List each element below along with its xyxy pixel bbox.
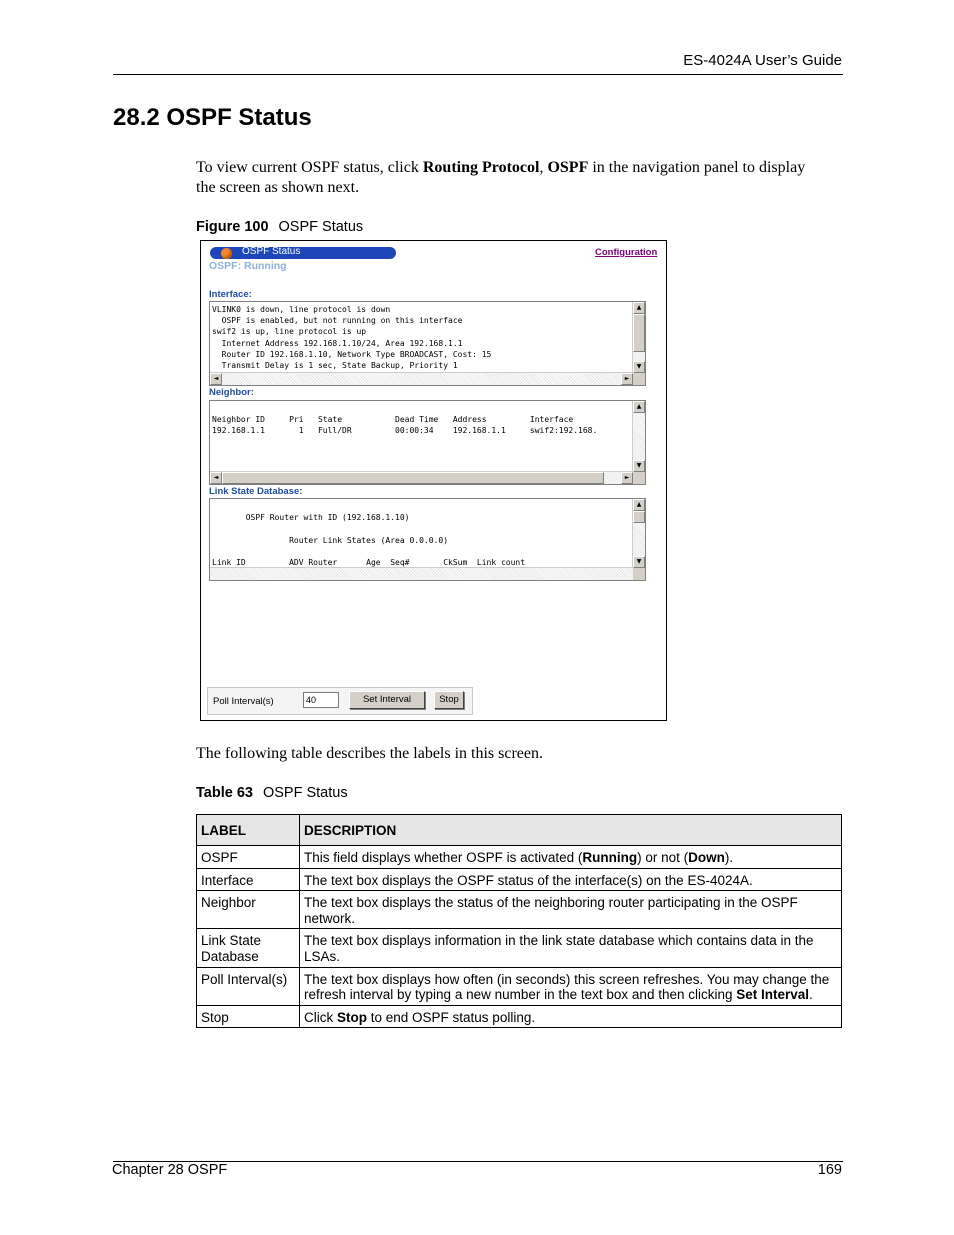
row-description: Click Stop to end OSPF status polling. <box>300 1005 842 1028</box>
neighbor-label: Neighbor: <box>209 387 254 398</box>
scroll-up-icon[interactable]: ▲ <box>633 302 645 314</box>
scroll-down-icon[interactable]: ▼ <box>633 460 645 472</box>
table-row <box>197 846 842 869</box>
set-interval-button[interactable]: Set Interval <box>349 691 425 709</box>
table-header-row <box>197 815 842 846</box>
link-state-database-textbox[interactable] <box>209 498 646 581</box>
table-body <box>197 846 842 1028</box>
horizontal-scrollbar[interactable] <box>210 471 633 484</box>
scroll-thumb[interactable] <box>633 314 645 352</box>
ospf-running-status: OSPF: Running <box>209 260 287 272</box>
scroll-up-icon[interactable]: ▲ <box>633 499 645 511</box>
row-label: Interface <box>197 868 300 891</box>
scroll-left-icon[interactable]: ◄ <box>210 373 222 385</box>
scroll-thumb[interactable] <box>222 472 604 484</box>
table-row <box>197 967 842 1005</box>
vertical-scrollbar[interactable] <box>632 401 645 472</box>
scroll-right-icon[interactable]: ► <box>621 472 633 484</box>
label-column-header: LABEL <box>197 815 300 846</box>
running-header: ES-4024A User’s Guide <box>683 52 842 69</box>
scroll-down-icon[interactable]: ▼ <box>633 361 645 373</box>
poll-interval-label: Poll Interval(s) <box>213 696 274 707</box>
poll-interval-input[interactable]: 40 <box>303 692 339 708</box>
row-label: Link State Database <box>197 929 300 967</box>
poll-interval-bar <box>207 687 473 715</box>
section-title: 28.2 OSPF Status <box>113 104 312 131</box>
link-state-database-text: OSPF Router with ID (192.168.1.10) Router Link States (Area 0.0.0.0) Link ID ADV Router Age Seq# CkSum Link count <box>212 513 526 568</box>
scroll-right-icon[interactable]: ► <box>621 373 633 385</box>
row-description: This field displays whether OSPF is activated (Running) or not (Down). <box>300 846 842 869</box>
row-description: The text box displays how often (in seconds) this screen refreshes. You may change the refresh interval by typing a new number in the text box and then clicking Set Interval. <box>300 967 842 1005</box>
row-label: Neighbor <box>197 891 300 929</box>
scroll-up-icon[interactable]: ▲ <box>633 401 645 413</box>
table-row <box>197 891 842 929</box>
interface-textbox[interactable] <box>209 301 646 386</box>
header-rule <box>113 74 843 75</box>
scroll-corner <box>633 568 645 580</box>
row-label: Stop <box>197 1005 300 1028</box>
link-state-database-label: Link State Database: <box>209 486 303 497</box>
horizontal-scrollbar[interactable] <box>210 567 633 580</box>
interface-text: VLINK0 is down, line protocol is down OSPF is enabled, but not running on this interface swif2 is up, line protocol is up Internet Address 192.168.1.10/24, Area 192.168.1.1 Router ID 192.168.1.10, Network Type BROADCAST, Cost: 15 Transmit Delay is 1 sec, State Backup, Priority 1 <box>212 305 492 371</box>
scroll-corner <box>633 373 645 385</box>
scroll-down-icon[interactable]: ▼ <box>633 556 645 568</box>
neighbor-textbox[interactable] <box>209 400 646 485</box>
vertical-scrollbar[interactable] <box>632 499 645 568</box>
scroll-thumb[interactable] <box>633 511 645 523</box>
table-caption: Table 63 OSPF Status <box>196 785 348 801</box>
table-row <box>197 929 842 967</box>
row-description: The text box displays information in the link state database which contains data in the LSAs. <box>300 929 842 967</box>
description-column-header: DESCRIPTION <box>300 815 842 846</box>
scroll-left-icon[interactable]: ◄ <box>210 472 222 484</box>
row-label: OSPF <box>197 846 300 869</box>
ospf-status-screenshot <box>200 240 667 721</box>
row-label: Poll Interval(s) <box>197 967 300 1005</box>
ospf-status-table <box>196 814 842 1028</box>
intro-paragraph: To view current OSPF status, click Routing Protocol, OSPF in the navigation panel to display the screen as shown next. <box>196 159 806 196</box>
row-description: The text box displays the OSPF status of the interface(s) on the ES-4024A. <box>300 868 842 891</box>
ospf-status-tab[interactable] <box>210 247 396 259</box>
neighbor-text: Neighbor ID Pri State Dead Time Address Interface 192.168.1.1 1 Full/DR 00:00:34 192.168.1.1 swif2:192.168. <box>212 415 598 436</box>
tab-label: OSPF Status <box>242 246 301 257</box>
horizontal-scrollbar[interactable] <box>210 372 633 385</box>
interface-label: Interface: <box>209 289 252 300</box>
row-description: The text box displays the status of the neighboring router participating in the OSPF network. <box>300 891 842 929</box>
stop-button[interactable]: Stop <box>434 691 464 709</box>
footer-chapter: Chapter 28 OSPF <box>112 1162 228 1178</box>
footer-page-number: 169 <box>817 1162 842 1178</box>
scroll-corner <box>633 472 645 484</box>
configuration-link[interactable]: Configuration <box>595 247 658 258</box>
figure-caption: Figure 100 OSPF Status <box>196 219 364 235</box>
table-row <box>197 1005 842 1028</box>
table-intro-paragraph: The following table describes the labels in this screen. <box>196 745 544 762</box>
tab-bullet-icon <box>221 248 232 259</box>
vertical-scrollbar[interactable] <box>632 302 645 373</box>
table-row <box>197 868 842 891</box>
